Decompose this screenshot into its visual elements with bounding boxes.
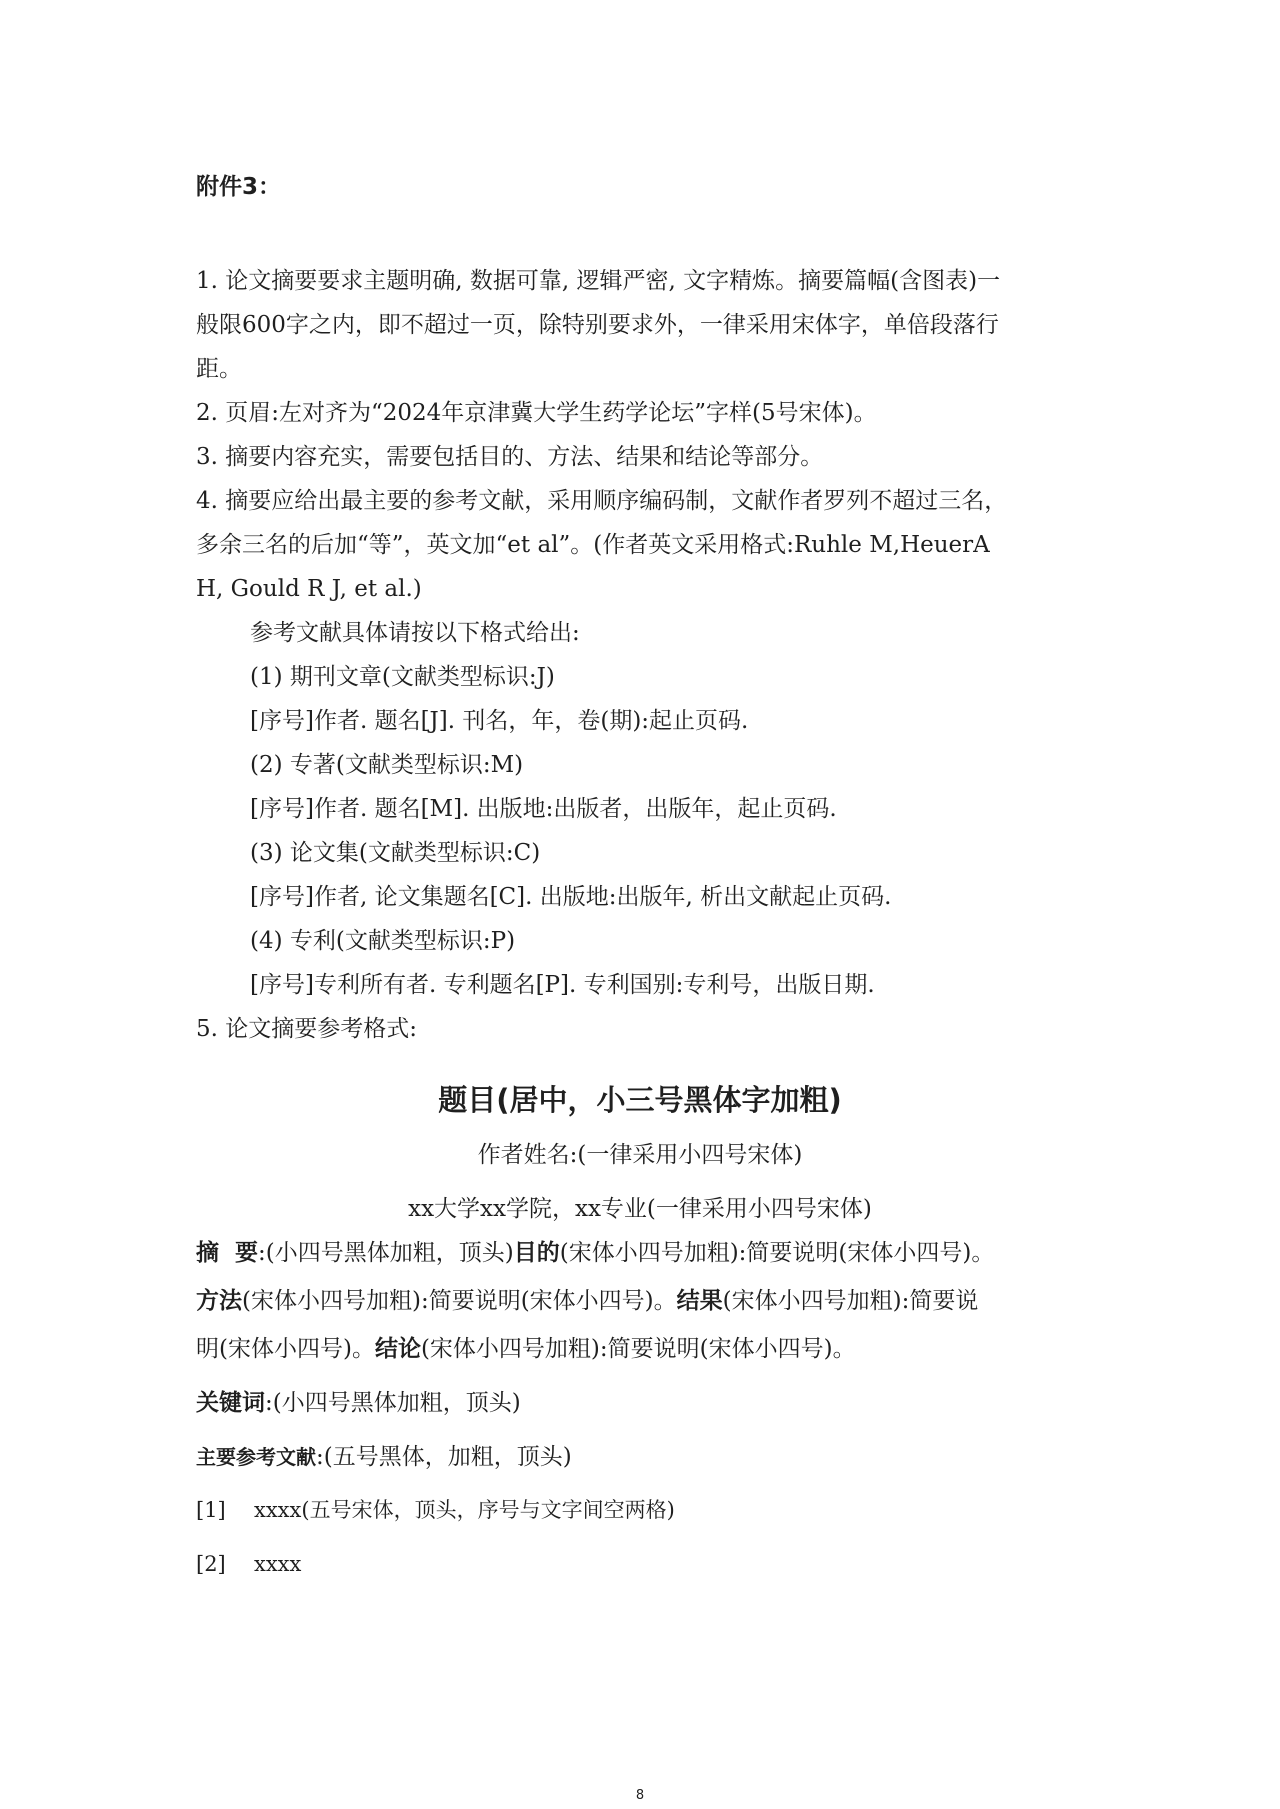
- result-text: (宋体小四号加粗):简要说: [722, 1288, 979, 1314]
- format-pattern-monograph: [序号]作者. 题名[M]. 出版地:出版者，出版年，起止页码.: [250, 796, 837, 822]
- keywords-label: 关键词: [196, 1390, 265, 1416]
- keywords-text: :(小四号黑体加粗，顶头): [265, 1390, 521, 1416]
- format-pattern-proceedings: [序号]作者, 论文集题名[C]. 出版地:出版年, 析出文献起止页码.: [250, 884, 892, 910]
- purpose-label: 目的: [513, 1240, 560, 1266]
- format-type-monograph: (2) 专著(文献类型标识:M): [250, 752, 524, 778]
- conclusion-label: 结论: [374, 1336, 421, 1362]
- attachment-heading: 附件3：: [196, 174, 282, 200]
- format-type-patent: (4) 专利(文献类型标识:P): [250, 928, 516, 954]
- para5: 5. 论文摘要参考格式:: [196, 1016, 418, 1042]
- format-pattern-journal: [序号]作者. 题名[J]. 刊名，年，卷(期):起止页码.: [250, 708, 749, 734]
- sample-affiliation: xx大学xx学院，xx专业(一律采用小四号宋体): [408, 1196, 872, 1222]
- abstract-line2: [196, 1290, 978, 1313]
- abstract-label-note: :(小四号黑体加粗，顶头): [258, 1240, 514, 1266]
- reference-intro: 参考文献具体请按以下格式给出:: [250, 620, 580, 646]
- reference-text: xxxx(五号宋体，顶头，序号与文字间空两格): [254, 1498, 675, 1522]
- para4-line3: H, Gould R J, et al.): [196, 576, 422, 602]
- abstract-label: 摘 要: [196, 1240, 259, 1266]
- abstract-line3: [196, 1338, 856, 1361]
- para3: 3. 摘要内容充实，需要包括目的、方法、结果和结论等部分。: [196, 444, 824, 470]
- result-label: 结果: [676, 1288, 723, 1314]
- references-line: [196, 1446, 572, 1469]
- abstract-line3-start: 明(宋体小四号)。: [196, 1336, 375, 1362]
- reference-item: [196, 1500, 675, 1521]
- references-label: 主要参考文献: [196, 1445, 316, 1469]
- reference-number: [2]: [196, 1552, 226, 1576]
- reference-item: [196, 1554, 301, 1575]
- format-type-proceedings: (3) 论文集(文献类型标识:C): [250, 840, 541, 866]
- para2: 2. 页眉:左对齐为“2024年京津冀大学生药学论坛”字样(5号宋体)。: [196, 400, 877, 426]
- format-type-journal: (1) 期刊文章(文献类型标识:J): [250, 664, 555, 690]
- para1-line1: 1. 论文摘要要求主题明确, 数据可靠, 逻辑严密, 文字精炼。摘要篇幅(含图表)一: [196, 268, 1001, 294]
- page-number: 8: [635, 1788, 645, 1803]
- para1-line2: 般限600字之内，即不超过一页，除特别要求外，一律采用宋体字，单倍段落行: [196, 312, 999, 338]
- purpose-text: (宋体小四号加粗):简要说明(宋体小四号)。: [559, 1240, 995, 1266]
- method-text: (宋体小四号加粗):简要说明(宋体小四号)。: [242, 1288, 677, 1314]
- abstract-line1: [196, 1242, 994, 1265]
- reference-number: [1]: [196, 1498, 226, 1522]
- references-text: :(五号黑体，加粗，顶头): [316, 1444, 572, 1470]
- method-label: 方法: [196, 1288, 242, 1314]
- para4-line2: 多余三名的后加“等”，英文加“et al”。(作者英文采用格式:Ruhle M,HeuerA: [196, 532, 990, 558]
- conclusion-text: (宋体小四号加粗):简要说明(宋体小四号)。: [420, 1336, 856, 1362]
- para4-line1: 4. 摘要应给出最主要的参考文献，采用顺序编码制，文献作者罗列不超过三名，: [196, 488, 1008, 514]
- keywords-line: [196, 1392, 521, 1415]
- sample-title: 题目(居中，小三号黑体字加粗): [438, 1083, 842, 1117]
- sample-author: 作者姓名:(一律采用小四号宋体): [477, 1142, 803, 1168]
- para1-line3: 距。: [196, 356, 242, 382]
- reference-text: xxxx: [254, 1552, 302, 1576]
- format-pattern-patent: [序号]专利所有者. 专利题名[P]. 专利国别:专利号，出版日期.: [250, 972, 875, 998]
